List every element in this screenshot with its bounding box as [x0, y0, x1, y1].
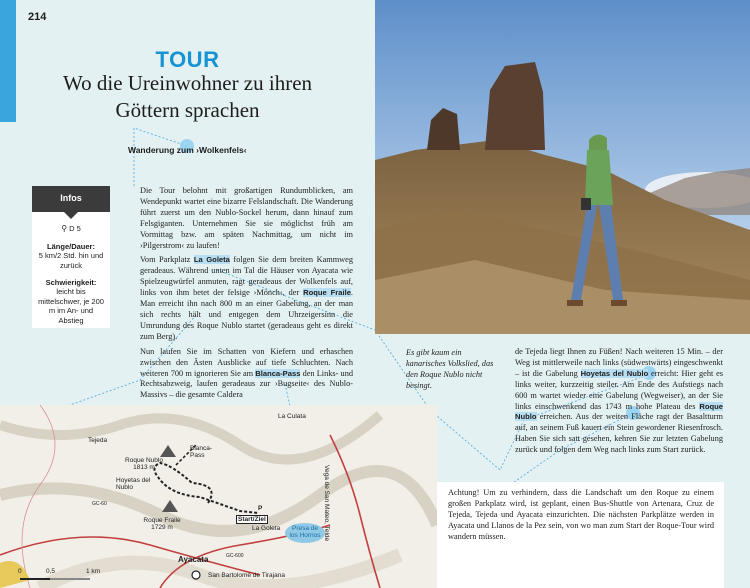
- text: 1813 m: [133, 464, 155, 471]
- place-roque-nublo: Roque Nublo: [515, 401, 723, 422]
- map-label-start: Start/Ziel: [238, 516, 266, 523]
- text: . Man erreicht ihn nach 800 m an einer Gabelung, an der man sich rechts hält und entgegen dem Uhrzeigersinn die Umrundung des Roque Nublo startet (geradeaus geht es direkt zum Berg).: [140, 288, 353, 341]
- paragraph-2: [140, 255, 353, 342]
- map-label-la-goleta: La Goleta: [252, 525, 281, 532]
- map-label-road: Vega de San Mateo, Telde: [323, 465, 330, 542]
- text: Nun laufen Sie im Schatten von Kiefern und erhaschen zwischen den Ästen Ausblicke auf tiefe Schluchten. Nach weiteren 700 m ignorieren Sie am: [140, 346, 353, 378]
- photo-caption: Es gibt kaum ein kanarisches Volkslied, das den Roque Nublo nicht besingt.: [406, 348, 494, 390]
- roque-nublo-photo: [375, 0, 750, 334]
- note-text: Achtung! Um zu verhindern, dass die Landschaft um den Roque zu einem großen Parkplatz wird, ist geplant, einen Bus-Shuttle von Artenara, Cruz de Tejeda, Tejeda und Ayacata einzurichten. Die nächsten Parkplätze werden in Ayacata und Llanos de la Pez sein, von wo man zum Start der Roque-Tour wird wandern müssen.: [448, 488, 714, 541]
- paragraph-3: [140, 347, 353, 402]
- tour-label: TOUR: [155, 47, 220, 72]
- map-label-ayacata: Ayacata: [178, 555, 209, 564]
- text: 1729 m: [151, 524, 173, 531]
- body-column-right: [515, 347, 723, 456]
- title-line-2: Göttern sprachen: [115, 98, 260, 122]
- map-label-la-culata: La Culata: [278, 413, 306, 420]
- map-reference: [32, 224, 110, 234]
- map-label-p: P: [258, 505, 263, 512]
- map-label-gc600: GC-600: [226, 553, 244, 559]
- tour-subtitle: Wanderung zum ›Wolkenfels‹: [128, 145, 247, 155]
- title-line-1: Wo die Ureinwohner zu ihren: [62, 71, 313, 95]
- place-la-goleta: La Goleta: [193, 255, 230, 265]
- info-box-notch: [64, 212, 78, 219]
- text: den Links- und Rechtsabzweig, laufen geradeaus zur ›Bugseite‹ des Nublo-Massivs – die gesamte Caldera: [140, 368, 353, 400]
- place-blanca-pass: Blanca-Pass: [255, 368, 301, 378]
- length-label: Länge/Dauer:: [47, 242, 95, 251]
- text: Roque Nublo: [125, 457, 163, 464]
- map-scale-half: 0,5: [46, 568, 56, 575]
- body-column-left: [140, 186, 353, 401]
- place-roque-fraile: Roque Fraile: [303, 288, 351, 298]
- text: erreichen. Aus der weiten Fläche ragt der Basaltturm auf, an seinem Fuß kauert ein Stein gewordener Riesenfrosch. Haben Sie sich satt gesehen, kehren Sie zur letzten Gabelung zurück und folgen dem Weg nach links zum Start zurück.: [515, 412, 723, 455]
- place-hoyetas-del-nublo: Hoyetas del Nublo: [580, 368, 649, 378]
- text: de Tejeda liegt Ihnen zu Füßen! Nach weiteren 15 Min. – der Weg ist mittlerweile nach links (südwestwärts) eingeschwenkt – ist die Gabelung: [515, 347, 723, 378]
- map-label-roque-nublo: [120, 457, 168, 471]
- map-label-roque-fraile: [142, 517, 182, 531]
- map-label-hoyetas: Hoyetas del Nublo: [116, 477, 151, 491]
- length-value: 5 km/2 Std. hin und zurück: [38, 251, 104, 270]
- text: Roque Fraile: [143, 517, 181, 524]
- info-box: [32, 186, 110, 328]
- paragraph-4: [515, 347, 723, 456]
- paragraph-1: Die Tour belohnt mit großartigen Rundumblicken, am Wendepunkt wartet eine bizarre Felslandschaft. Die Wanderung führt zuerst um den Nublo-Sockel herum, dann hinauf zum Felsgiganten. Unternehmen Sie sie möglichst früh am Vormittag bzw. am späten Nachmittag, um nicht im ›Pilgerstrom‹ zu laufen!: [140, 186, 353, 250]
- map-label-san-bartolome: San Bartolomé de Tirajana: [208, 572, 285, 579]
- text: erreicht: Hier geht es links weiter, kurzzeitig steiler. Am Ende des Aufstiegs nach 600 m wartet wieder eine Gabelung (Wegweiser), an der Sie links einschwenkend das 1743 m hohe Plateau des: [515, 368, 723, 411]
- page-number: 214: [28, 11, 47, 23]
- text: folgen Sie dem breiten Kammweg geradeaus. Während unten im Tal die Häuser von Ayacata wie Spielzeugwürfel anmuten, ragt geradeaus der Wolkenfels auf, links von ihm betet der felsige ›Mönch‹, der: [140, 255, 353, 298]
- map-pin-icon: ⚲: [61, 224, 68, 233]
- difficulty-label: Schwierigkeit:: [45, 278, 97, 287]
- map-label-presa: Presa de los Hornos: [289, 525, 321, 539]
- map-label-blanca-pass: Blanca-Pass: [190, 445, 213, 459]
- map-scale-1km: 1 km: [86, 568, 101, 575]
- map-label-gc60: GC-60: [92, 501, 107, 507]
- text: Vom Parkplatz: [140, 255, 194, 265]
- map-label-tejeda: Tejeda: [88, 437, 108, 444]
- map-reference-value: D 5: [69, 224, 81, 233]
- difficulty-value: leicht bis mittelschwer, je 200 m im An- und Abstieg: [38, 287, 104, 325]
- info-box-heading: Infos: [32, 186, 110, 212]
- map-scale-0: 0: [18, 568, 22, 575]
- route-map: [0, 405, 437, 588]
